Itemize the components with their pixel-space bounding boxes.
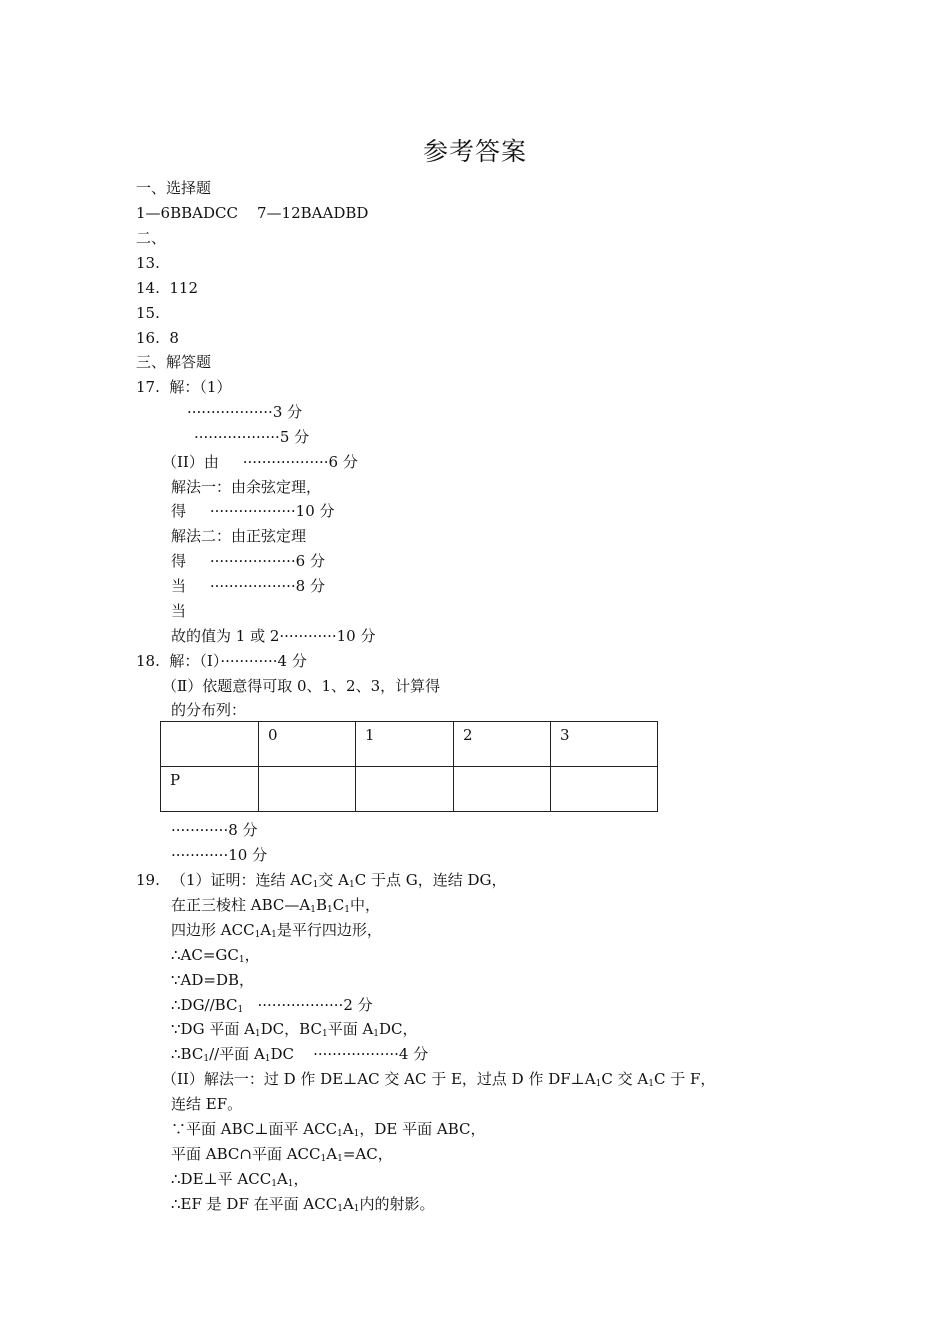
q17-line: 故的值为 1 或 2············10 分 <box>171 627 376 645</box>
q19-number: 19. <box>136 871 160 889</box>
table-cell <box>161 722 259 767</box>
table-cell: 0 <box>259 722 356 767</box>
section-heading-fill: 二、 <box>136 229 167 247</box>
table-cell: 1 <box>356 722 454 767</box>
distribution-table <box>160 721 658 812</box>
q19-line: ∴DE⊥平 $ACC_1A_1$， <box>171 1170 309 1189</box>
answer-q14: 14. 112 <box>136 279 199 297</box>
q19-line: （II）解法一：过 D 作 DE⊥AC 交 AC 于 E，过点 D 作 $DF\perp A_1C$ 交 $A_1C$ 于 F， <box>162 1070 716 1089</box>
q19-line: 连结 EF。 <box>171 1095 243 1113</box>
page-title: 参考答案 <box>422 137 527 166</box>
q19-line: ∵AD=DB， <box>171 971 255 989</box>
table-cell <box>356 767 454 812</box>
q17-line: （II）由 ··················6 分 <box>162 453 358 471</box>
q18-line: ············8 分 <box>171 821 258 839</box>
q17-line: 当 <box>171 602 187 620</box>
table-row <box>161 767 658 812</box>
q18-line: （Ⅱ）依题意得可取 0、1、2、3，计算得 <box>162 677 441 695</box>
choice-answers: 1—6BBADCC 7—12BAADBD <box>136 204 369 222</box>
section-heading-solutions: 三、解答题 <box>136 353 212 371</box>
table-cell <box>551 767 658 812</box>
q17-line: ··················3 分 <box>187 403 303 421</box>
table-cell: 2 <box>454 722 551 767</box>
q17-line: 得 ··················10 分 <box>171 502 335 520</box>
q19-line: （1）证明：连结 $AC_1$交 $A_1C$ 于点 G，连结 DG， <box>171 871 507 890</box>
q19-line: 在正三棱柱 $ABC—A_1B_1C_1$中， <box>171 896 380 915</box>
q19-line: $\therefore DG//BC_1 \cdot\cdot\cdot\cdot\cdot\cdot\cdot\cdot\cdot\cdot\cdot\cdot\cdot\cdot\cdot\cdot\cdot\cdot 2$ 分 <box>171 996 373 1015</box>
q19-line: $\therefore BC_1//$平面 $A_1DC$ ··················4 分 <box>171 1045 429 1064</box>
table-cell <box>259 767 356 812</box>
q18-line: ············10 分 <box>171 846 268 864</box>
q17-line: 当 ··················8 分 <box>171 577 325 595</box>
q17-line: 解法二：由正弦定理 <box>171 527 307 545</box>
q19-line: ∵平面 ABC⊥面平 $ACC_1A_1$，DE 平面 ABC， <box>171 1120 486 1139</box>
q19-line: $\therefore AC=GC_1$， <box>171 946 260 965</box>
q17-line: ··················5 分 <box>194 428 310 446</box>
table-row <box>161 722 658 767</box>
answer-q16: 16. 8 <box>136 329 179 347</box>
q17-line: 得 ··················6 分 <box>171 552 325 570</box>
q17-line: 解法一：由余弦定理， <box>171 478 322 496</box>
q19-line: 四边形 $ACC_1A_1$是平行四边形， <box>171 921 382 940</box>
q18-intro: 18. 解：（I）············4 分 <box>136 652 307 670</box>
table-cell: P <box>161 767 259 812</box>
table-cell <box>454 767 551 812</box>
q18-line: 的分布列： <box>171 701 247 719</box>
q19-line: 平面 ABC∩平面 $ACC_1A_1=AC$， <box>171 1145 393 1164</box>
q19-line: ∵DG 平面 $A_1DC$，$BC_1$平面 $A_1DC$， <box>171 1020 418 1039</box>
answer-q13: 13. <box>136 254 160 272</box>
answer-q15: 15. <box>136 304 160 322</box>
section-heading-choice: 一、选择题 <box>136 179 212 197</box>
q19-line: ∴EF 是 DF 在平面 $ACC_1A_1$内的射影。 <box>171 1195 435 1214</box>
q17-intro: 17. 解：（1） <box>136 378 232 396</box>
table-cell: 3 <box>551 722 658 767</box>
